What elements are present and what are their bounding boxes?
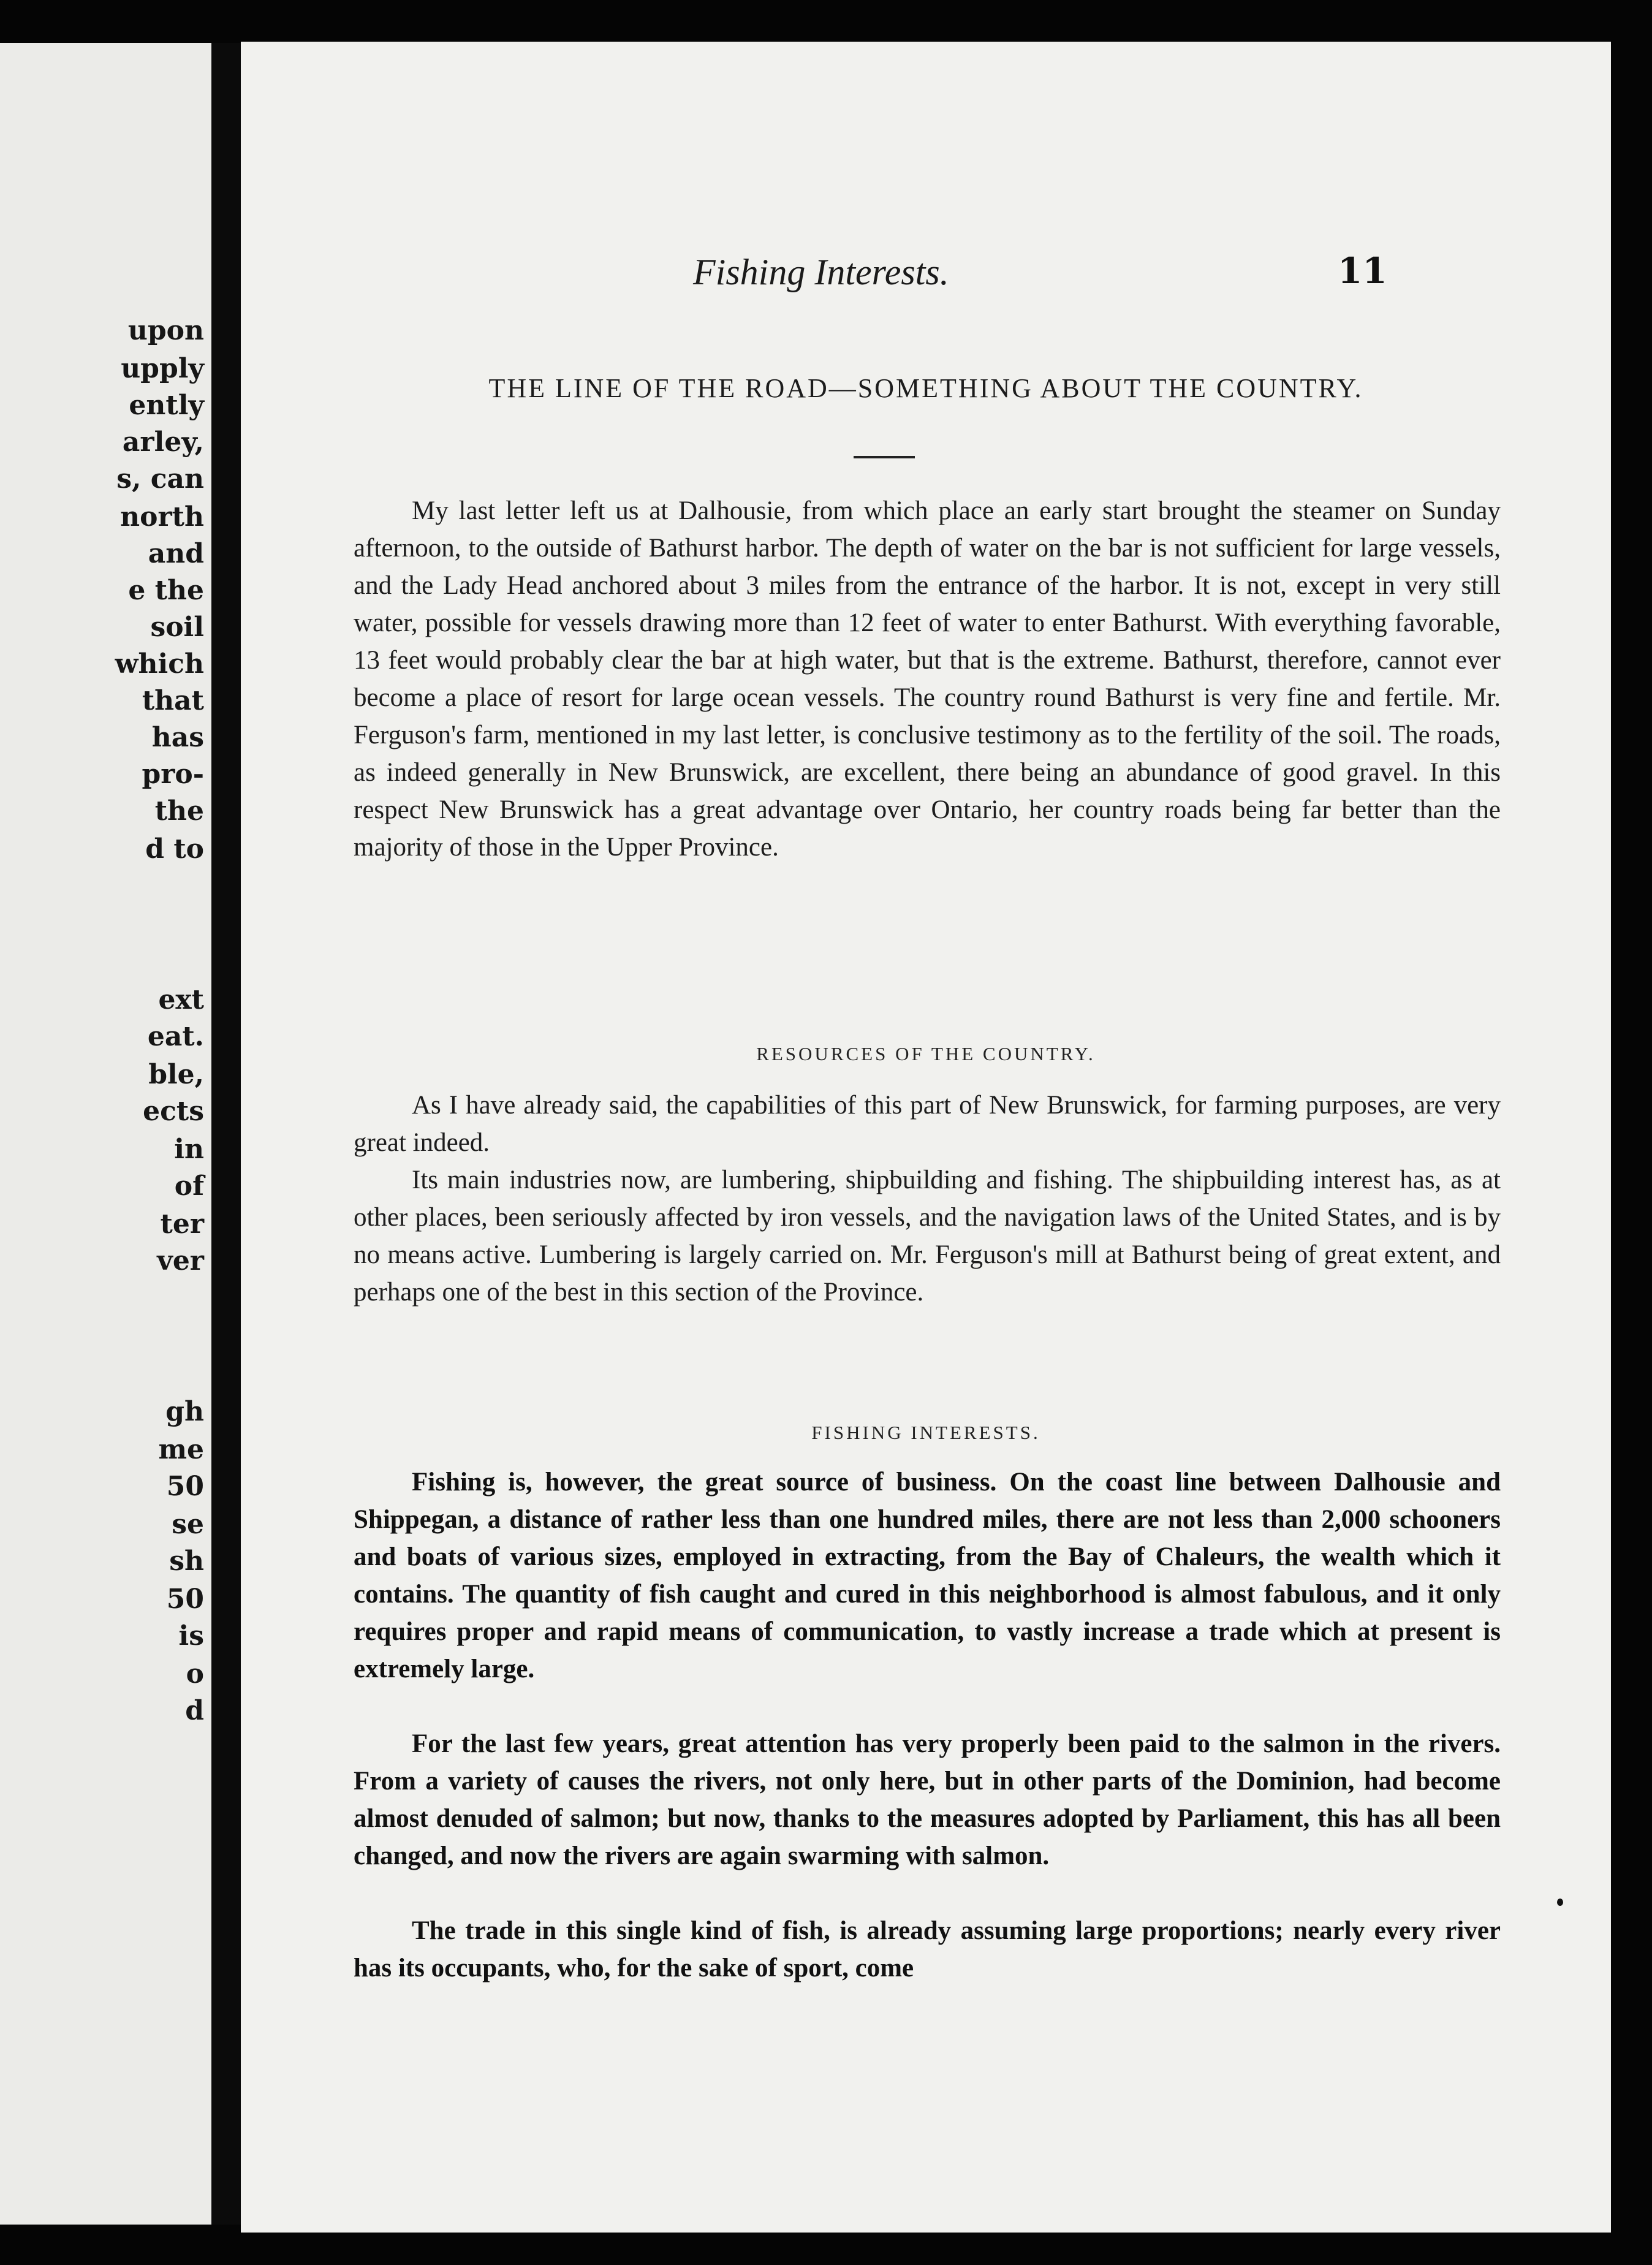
left-page-word: ently xyxy=(129,390,204,421)
left-page-word: sh xyxy=(169,1546,204,1577)
left-page-word: ter xyxy=(160,1208,204,1240)
left-page-word: me xyxy=(158,1434,204,1465)
left-page-word: of xyxy=(174,1170,204,1202)
body-paragraph: My last letter left us at Dalhousie, from which place an early start brought the steamer on Sunday afternoon, to the outside of Bathurst harbor. The depth of water on the bar is not sufficient for large vessels, and the Lady Head anchored about 3 miles from the entrance of the harbor. It is not, except in very still water, possible for vessels drawing more than 12 feet of water to enter Bathurst. With everything favorable, 13 feet would probably clear the bar at high water, but that is the extreme. Bathurst, therefore, cannot ever become a place of resort for large ocean vessels. The country round Bathurst is very fine and fertile. Mr. Ferguson's farm, mentioned in my last letter, is conclusive testimony as to the fertility of the soil. The roads, as indeed generally in New Brunswick, are excellent, there being an abundance of good gravel. In this respect New Brunswick has a great advantage over Ontario, her country roads being far better than the majority of those in the Upper Province. xyxy=(354,496,1501,862)
left-page-word: has xyxy=(151,722,204,753)
book-page xyxy=(241,42,1611,2233)
left-page-word: s, can xyxy=(116,463,204,495)
left-page-word: that xyxy=(142,685,204,716)
title-divider-rule xyxy=(854,456,915,458)
page-number: 11 xyxy=(1338,250,1387,292)
left-page-word: o xyxy=(186,1658,204,1690)
scan-border xyxy=(0,2233,1652,2265)
left-page-word: 50 xyxy=(166,1584,204,1615)
left-page-word: ects xyxy=(143,1096,204,1127)
left-page-word: se xyxy=(172,1509,204,1540)
left-page-word: arley, xyxy=(122,427,204,458)
body-paragraph: The trade in this single kind of fish, is already assuming large proportions; nearly every river has its occupants, who, for the sake of sport, come xyxy=(354,1916,1501,1982)
left-page-word: ver xyxy=(157,1245,204,1277)
left-page-word: 50 xyxy=(166,1471,204,1502)
running-header-title: Fishing Interests. xyxy=(693,252,949,292)
left-page-word: pro- xyxy=(142,759,204,790)
left-page-word: eat. xyxy=(147,1021,204,1052)
left-page-word: north xyxy=(120,501,204,533)
ink-speck xyxy=(1557,1899,1563,1906)
body-paragraph: Its main industries now, are lumbering, shipbuilding and fishing. The shipbuilding interest has, as at other places, been seriously affected by iron vessels, and the navigation laws of the United States, and is by no means active. Lumbering is largely carried on. Mr. Ferguson's mill at Bathurst being of great extent, and perhaps one of the best in this section of the Province. xyxy=(354,1166,1501,1307)
left-page-word: in xyxy=(174,1134,204,1165)
chapter-title: THE LINE OF THE ROAD—SOMETHING ABOUT THE COUNTRY. xyxy=(488,373,1363,403)
body-paragraph: For the last few years, great attention has very properly been paid to the salmon in the rivers. From a variety of causes the rivers, not only here, but in other parts of the Dominion, had become almost denuded of salmon; but now, thanks to the measures adopted by Parliament, this has all been changed, and now the rivers are again swarming with salmon. xyxy=(354,1729,1501,1870)
section-heading-resources: RESOURCES OF THE COUNTRY. xyxy=(756,1043,1096,1064)
left-page-word: is xyxy=(178,1620,204,1652)
left-page-word: soil xyxy=(150,612,204,643)
left-page-word: the xyxy=(154,795,204,827)
body-paragraph: As I have already said, the capabilities of this part of New Brunswick, for farming purposes, are very great indeed. xyxy=(354,1091,1501,1157)
left-page-word: upply xyxy=(121,353,204,384)
left-page-word: which xyxy=(115,648,204,680)
left-page-word: upon xyxy=(127,315,204,346)
previous-page-fragment xyxy=(0,43,211,2225)
body-paragraph: Fishing is, however, the great source of business. On the coast line between Dalhousie and Shippegan, a distance of rather less than one hundred miles, there are not less than 2,000 schooners and boats of various sizes, employed in extracting, from the Bay of Chaleurs, the wealth which it contains. The quantity of fish caught and cured in this neighborhood is almost fabulous, and it only requires proper and rapid means of communication, to vastly increase a trade which at present is extremely large. xyxy=(354,1468,1501,1683)
book-gutter xyxy=(211,43,241,2225)
left-page-word: e the xyxy=(128,575,204,606)
left-page-word: d to xyxy=(145,833,204,865)
section-heading-fishing: FISHING INTERESTS. xyxy=(811,1422,1040,1443)
left-page-word: ext xyxy=(158,984,204,1015)
left-page-word: and xyxy=(148,538,204,569)
left-page-word: gh xyxy=(165,1396,204,1427)
left-page-word: d xyxy=(185,1695,204,1726)
left-page-word: ble, xyxy=(148,1059,204,1090)
